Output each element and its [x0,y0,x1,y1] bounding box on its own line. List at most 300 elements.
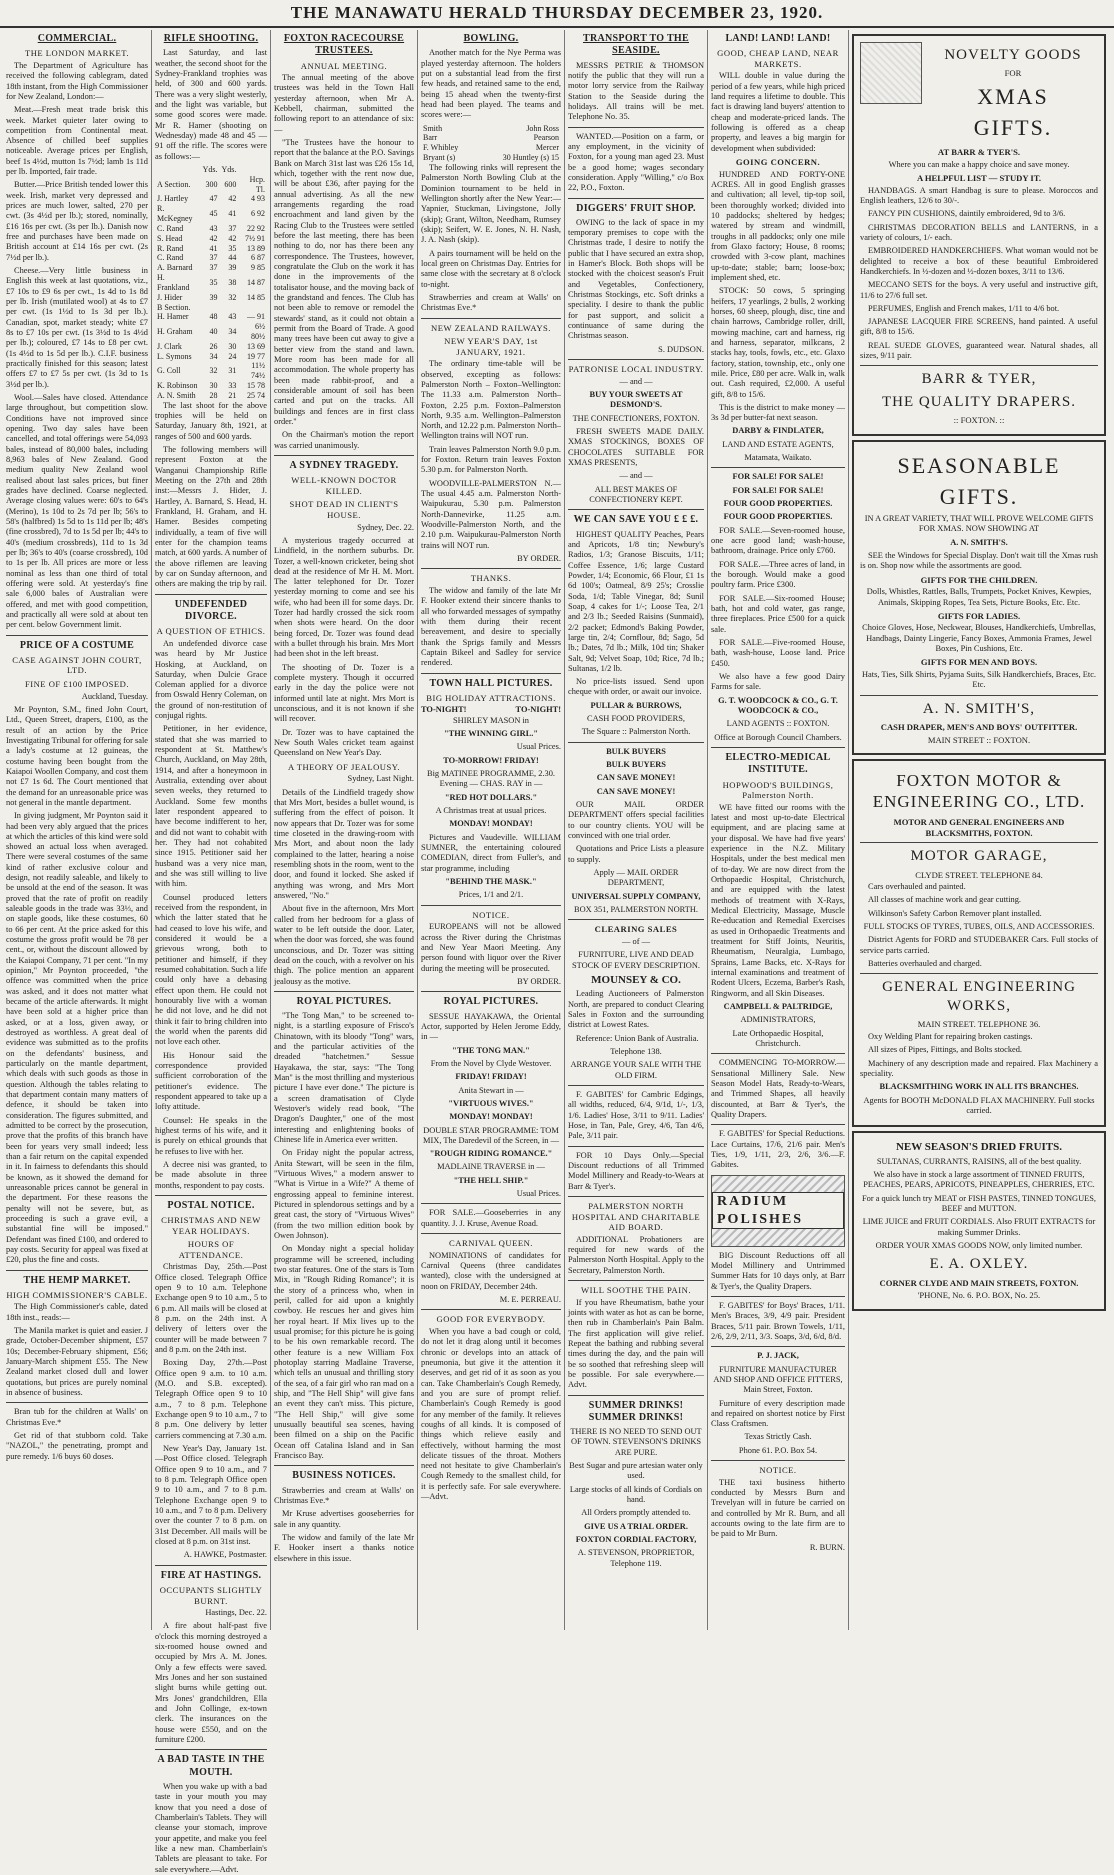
article-paragraph: MECCANO SETS for the boys. A very useful and instructive gift, 11/6 to 27/6 full set. [860,280,1098,300]
bowling-heading: BOWLING. [463,33,519,44]
table-cell: 42 [228,194,237,204]
divider [421,905,561,906]
table-cell: K. Robinson [157,381,198,391]
article-paragraph: Counsel produced letters received from the respondent, in which the latter stated that he had ceased to love his wife, and considered it would be a grievous wrong, both to petitioner and himself, if they resumed cohabitation. Such a life could only have a debasing effect upon them. He could not honourably live with a woman he did not love, and he did not think it fair to bring children into the world when the parents did not love each other. [155,892,267,1047]
ad-line: FOR SALE! FOR SALE! [732,485,824,495]
ad-line: BULK BUYERS [606,760,666,770]
article-paragraph: OWING to the lack of space in my temporary premises to cope with the Christmas trade, I desire to notify the public that I have secured an extra shop, in Hamer's Block. Both shops will be stocked with the choicest season's Fruit and Vegetables, Confectionery, Christmas Stockings, etc. Soft drinks a speciality. I desire to thank the public for past support, and solicit a continuance of same during the Christmas season. [568,217,704,341]
divider [6,1270,148,1271]
ad-line: PULLAR & BURROWS, [590,700,682,710]
table-cell: 22 92 [247,223,265,233]
table-cell: 41 [228,209,237,219]
article-paragraph: SEE the Windows for Special Display. Don't wait till the Xmas rush is on. Shop now while the assortments are good. [860,550,1098,571]
ad-line: LAND AND ESTATE AGENTS, [722,439,834,449]
article-paragraph: A fire about half-past five o'clock this morning destroyed a six-roomed house owned and occupied by Mrs A. M. Jones. Only a few effects were saved. Mrs Jones and her son sustained slight burns while getting out. Mrs Jones' grandchildren, Ella and John Collinge, ex-town clerk. The insurances on the house were £550, and on the furniture £200. [155,1621,267,1744]
article-paragraph: EUROPEANS will not be allowed across the River during the Christmas and New Year Maori Meeting. Any person found with liquor over the River during the meeting will be prosecuted. [421,922,561,973]
scores-a-body [155,194,267,302]
divider [711,467,845,468]
divider [421,318,561,319]
column-2 [155,30,267,1874]
divider [274,991,414,992]
article-paragraph: The High Commissioner's cable, dated 18th inst., reads:— [6,1302,148,1322]
table-cell: Smith [423,123,443,133]
table-cell: F. Whibley [423,143,459,153]
ad-line: For a quick lunch try MEAT or FISH PASTES, TINNED TONGUES, BEEF and MUTTON. [861,1193,1097,1213]
table-cell: 43 [228,312,237,322]
ad-line: MONDAY! MONDAY! [449,819,533,829]
garage-subheading: CLYDE STREET. TELEPHONE 84. [915,869,1043,880]
film-title: "RED HOT DOLLARS." [444,792,538,802]
table-cell: H. Frankland [157,273,190,292]
table-cell: A Section. [157,179,191,189]
railways-subheading: NEW YEAR'S DAY, 1st JANUARY, 1921. [444,336,538,357]
article-paragraph: WOODVILLE-PALMERSTON N.—The usual 4.45 a.m. Palmerston North-Waipukurau, 5.30 p.m. Palmerston North-Dannevirke, 11.25 a.m. Woodville-Palmerston North, and the 2.10 p.m. Waipukurau-Palmerston North trains will NOT run. [421,478,561,550]
table-cell: A. N. Smith [157,390,196,400]
article-paragraph: Meat.—Fresh meat trade brisk this week. Market quieter later owing to competition from Continental meat. Absence of chilled beef supplies noticeable. Average prices per English, beef 1s 4½d, mutton 1s 7½d; lamb 1s 11d per lb. Imported, fair trade. [6,105,148,177]
table-cell: 14 87 [247,277,265,287]
divider [421,991,561,992]
table-cell: 28 [209,390,218,400]
ad-line: LAND AGENTS :: FOXTON. [726,719,830,729]
table-cell: 24 [228,351,237,361]
column-rule [151,30,152,1630]
ad-line: Dolls, Whistles, Rattles, Balls, Trumpets, Pocket Knives, Kewpies, Animals, Skipping Ropes, Tea Sets, Picture Books, Etc. Etc. [866,587,1092,607]
signature: BY ORDER. [517,554,561,564]
table-cell: 13 89 [247,243,265,253]
motor-heading: FOXTON MOTOR & ENGINEERING CO., LTD. [872,771,1086,812]
article-paragraph: FANCY PIN CUSHIONS, daintily embroidered, 9d to 3/6. [868,209,1066,219]
railways-heading: NEW ZEALAND RAILWAYS. [431,322,551,333]
scores-table [155,165,267,401]
hospital-heading: PALMERSTON NORTH HOSPITAL AND CHARITABLE AID BOARD. [571,1201,701,1233]
dateline: Sydney, Dec. 22. [357,522,414,532]
children-heading: GIFTS FOR THE CHILDREN. [920,574,1038,585]
table-cell: C. Rand [157,223,184,233]
ad-line: A. STEVENSON, PROPRIETOR, Telephone 119. [577,1548,695,1568]
table-cell: 6 87 [251,253,265,263]
article-paragraph: WANTED.—Position on a farm, or any employment, in the vicinity of Foxton, for a young man aged 23. Must be a good home; wages secondary consideration. Apply "Willing," c/o Box 22, P.O., Foxton. [568,131,704,193]
article-paragraph: Train leaves Palmerston North 9.0 p.m. for Foxton. Return train leaves Foxton 5.30 p.m. for Palmerston North. [421,444,561,475]
summer-drinks-heading: SUMMER DRINKS! SUMMER DRINKS! [588,1399,684,1423]
ad-line: BULK BUYERS [606,746,666,756]
divider [568,919,704,920]
article-paragraph: Petitioner, in her evidence, stated that she was married to respondent at St. Matthew's Church, Auckland, on May 28th, 1914, and after a honeymoon in Australia, extending over about seven weeks, they returned to Auckland. Some few months later respondent appeared to have become indifferent to her, and did not want to cohabit with her. They had not cohabited since 1915. Petitioner said her husband was a very nice man, and she was still willing to live with him. [155,724,267,889]
article-paragraph: Last Saturday, and last weather, the second shoot for the Sydney-Frankland trophies was held, of 300 and 600 yards. There was a very slight westerly, and the light was variable, but some good scores were made. Mr R. Hamer (shooting on Wednesday) made 48 and 45 —91 off the rifle. The scores were as follows:— [155,48,267,161]
divider [860,365,1098,366]
table-cell: 45 [209,209,218,219]
article-paragraph: FOR SALE.—Seven-roomed house, one acre good land; wash-house, bathroom, drainage. Price only £760. [711,525,845,556]
divider [155,1195,267,1196]
table-cell: 34 [228,327,237,337]
divider [568,1196,704,1197]
signature: R. BURN. [809,1542,845,1552]
article-paragraph: Leading Auctioneers of Palmerston North, are prepared to conduct Clearing Sales in Foxton and the surrounding district at Lowest Rates. [568,989,704,1030]
table-cell: 38 [228,277,237,287]
costume-subheading: FINE OF £100 IMPOSED. [24,679,130,689]
ad-line: FOUR GOOD PROPERTIES. [723,499,833,509]
table-cell: 34 [209,351,218,361]
divider [421,1309,561,1310]
ad-line: From the Novel by Clyde Westover. [430,1058,552,1068]
table-row [155,312,267,322]
table-cell: 37 [228,223,237,233]
table-row [421,153,561,163]
foxton-motor-advert [852,759,1106,1127]
table-cell [155,165,201,175]
divider [568,1146,704,1147]
table-cell: 26 [209,341,218,351]
ad-line: Oxy Welding Plant for repairing broken castings. [868,1031,1033,1041]
soothe-heading: WILL SOOTHE THE PAIN. [581,1285,691,1296]
article-paragraph: HIGHEST QUALITY Peaches, Pears and Apricots, 1/8 tin; Newbury's Radios, 1/3; Granose Biscuits, 1/11; Coffee Essence, 1/6; large Custard Powder, 1/4; Economic, 66 Flour, £1 1s 6d 100's; Oatmeal, 8/9 25's; Crosslie Soda, 1/d; Table Vinegar, 8d; Sunil Soap, 4 cakes for 1/-; Loose Tea, 2/1 and 2/3 lb.; Seeded Raisins (Sunmaid), 2/2 packet; Edmond's Baking Powder, large tin, 2/4; Cornflour, 8d; Sago, 5d lb.; Dates, 7d lb.; Milk, 10d tin; Shaker Salt, 9d; Velvet Soap, 10d; Rice, 7d lb.; Sultanas, 1/2 lb. [568,529,704,673]
divider [568,1395,704,1396]
article-paragraph: BIG Discount Reductions off all Model Millinery and Untrimmed Summer Hats for 10 days only, at Barr & Tyer's, the Quality Drapers. [711,1250,845,1291]
divorce-heading: UNDEFENDED DIVORCE. [174,598,248,622]
table-cell: R. Rand [157,243,184,253]
ad-line: Wilkinson's Safety Carbon Remover plant installed. [868,908,1042,918]
tragedy-subheading: WELL-KNOWN DOCTOR KILLED. [291,475,397,496]
rifle-heading: RIFLE SHOOTING. [163,33,259,44]
article-paragraph: In giving judgment, Mr Poynton said it had been very ably argued that the prices at which the articles of this kind were sold showed an actual loss when averaged. There were several costumes of the same kind of rather exclusive colour and design, not readily saleable, and likely to be unsold at the end of the season. It was proved that the rate of profit on readily saleable goods in the trade was 33⅓, and on staple goods, like these costumes, 60 to 66 per cent. At the price asked for this costume the gross profit would be 78 per cent., or, without the discount allowed by the Kaiapoi Company, 71 per cent. "In my opinion," Mr Poynton proceeded, "the offence was committed when the price was asked, and it does not matter what became of the article afterwards. It might have been sold at a higher price than asked, or at a loss, given away, or destroyed as worthless. A great deal of evidence was submitted as to the profits on the defendants' business, and particularly on the mantle department, which deals with such goods as those in question. Although the tables relating to that department contain many matters of defence, it should be taken into consideration. The figures submitted, and admitted to be correct by the prosecution, prove that the profits of this branch have been for years very small indeed; less than a fair return on the capital expended in it. In fairness to defendants this should be known, as it showed the demand for unreasonable prices cannot be general in the department. For these reasons the penalty will not be severe, but, as proceeding is such a grave evil, a substantial fine will be imposed." Defendant was fined £100, and ordered to pay costs. Security for appeal was fixed at £20, plus the fine and costs. [6,811,148,1265]
notice-heading: NOTICE. [472,909,510,920]
ad-line: Usual Prices. [516,1189,561,1199]
helpful-heading: A HELPFUL LIST — STUDY IT. [916,172,1041,183]
table-row [155,194,267,204]
table-cell: 41 [209,243,218,253]
article-paragraph: WE have fitted our rooms with the latest and most up-to-date Electrical equipment, and are placing same at your disposal. We have had five years' experience in the N.Z. Military Hospitals, under the best medical men of to-day. We are now direct from the Orthopaedic Hospital, Christchurch, and are equipped with the latest methods of treatment with X-Rays, Medical Electricity, Massage, Muscle Re-education and Remedial Exercises as used in Orthopaedic Treatments and treatment for Stiff Joints, Neuritis, Rheumatism, Neuralgia, Lumbago, Sprains, Lame Backs, etc. X-Rays for internal examinations and treatment of Rodent Ulcers, Eczema, Barber's Rash, Ringworm, and all Skin Diseases. [711,802,845,998]
novelty-heading: NOVELTY GOODS [944,47,1082,63]
ad-line: Best Sugar and pure artesian water only used. [569,1461,703,1481]
table-cell: 25 74 [247,390,265,400]
divider [568,1085,704,1086]
transport-heading: TRANSPORT TO THE SEASIDE. [583,33,689,57]
fire-heading: FIRE AT HASTINGS. [160,1569,262,1581]
article-paragraph: CHRISTMAS DECORATION BELLS and LANTERNS, in a variety of colours, 1/- each. [860,222,1098,242]
ad-line: Big MATINEE PROGRAMME, 2.30. Evening — CHAS. RAY in — [427,769,555,789]
film-title: "THE TONG MAN." [452,1045,530,1055]
novelty-subheading: AT BARR & TYER'S. [937,147,1021,158]
table-row [155,361,267,381]
divider [568,359,704,360]
article-paragraph: Details of the Lindfield tragedy show that Mrs Mort, besides a bullet wound, is suffering from the effect of poison. It now appears that Dr. Tozer was for some time closeted in the drawing-room with Mrs Mort, and about noon the lady complained to the latter, hearing a noise resembling shots in the room, went to the door, and found it locked. She asked if anything was wrong, and Mrs Mort answered, "No." [274,787,414,900]
article-paragraph: The following rinks will represent the Palmerston North Bowling Club at the Dominion tournament to be held in Wellington shortly after the New Year:—Yapnier, Stuckman, Livingstone, Jolly (skip); Grant, Wilton, Needham, Rumsey (skip); Seifert, W. E. Jones, N. H. Nash, J. A. Nash (skip). [421,162,561,245]
barr-tyer-subheading: THE QUALITY DRAPERS. [881,393,1077,410]
ad-line: SESSUE HAYAKAWA, the Oriental Actor, supported by Helen Jerome Eddy, in — [421,1011,561,1042]
table-row [155,293,267,303]
ad-line: FOR SALE! FOR SALE! [732,472,824,482]
divider [860,842,1098,843]
article-paragraph: WILL double in value during the period of a few years, while high priced land requires a lifetime to double. This fact is drawing land buyers' attention to cheap and moderate-priced lands. The following is offered as a cheap property, and leaves a big margin for development when subdivided: [711,71,845,153]
ad-line: Agents for BOOTH McDONALD FLAX MACHINERY. Full stocks carried. [863,1095,1095,1115]
film-title: "BEHIND THE MASK." [445,877,537,887]
commercial-heading: COMMERCIAL. [37,33,117,44]
divider [274,1465,414,1466]
article-paragraph: F. GABITES' for Boys' Braces, 1/11. Men's Braces, 3/9, 4/9 pair. President Braces, 5/11 pair. Brown Towels, 1/11, 2/6, 2/9, 2/11, 3/3. Soaps, 3/d, 6/d, 8/d. [711,1300,845,1341]
ad-line: CASH FOOD PROVIDERS, [587,714,685,724]
postal-subheading: HOURS OF ATTENDANCE. [178,1239,244,1260]
table-cell: 6 92 [251,209,265,219]
film-title: "ROUGH RIDING ROMANCE." [429,1149,553,1159]
ad-line: FULL STOCKS OF TYRES, TUBES, OILS, AND ACCESSORIES. [863,922,1095,932]
table-cell: 21 [228,390,237,400]
ad-line: Machinery of any description made and repaired. Flax Machinery a speciality. [860,1058,1098,1078]
table-cell: 30 [228,341,237,351]
table-cell: 35 [209,277,218,287]
article-paragraph: HANDBAGS. A smart Handbag is sure to please. Moroccos and English leathers, 12/6 to 30/-. [860,185,1098,205]
ad-line: Batteries overhauled and charged. [868,959,982,969]
ad-line: The Square :: Palmerston North. [581,727,691,737]
land-subheading: GOOD, CHEAP LAND, NEAR MARKETS. [717,48,839,69]
divider [860,695,1098,696]
mounsey-heading: MOUNSEY & CO. [591,973,681,986]
table-cell: G. Coll [157,366,181,376]
table-cell: 48 [209,312,218,322]
table-row [155,342,267,352]
table-cell: 40 [209,327,218,337]
article-paragraph: Furniture of every description made and repaired on shortest notice by First Class Craftsmen. [711,1398,845,1429]
masthead: THE MANAWATU HERALD THURSDAY DECEMBER 23, 1920. [0,0,1114,28]
ad-line: LIME JUICE and FRUIT CORDIALS. Also FRUIT EXTRACTS for making Summer Drinks. [862,1217,1096,1237]
table-cell: 33 [228,381,237,391]
divider [860,973,1098,974]
save-heading: WE CAN SAVE YOU £ £ £. [573,514,699,526]
ad-line: — and — [619,471,653,481]
table-cell: 7½ 91 [245,233,265,243]
article-paragraph: When you have a bad cough or cold, do not let it drag along until it becomes chronic or develops into an attack of pneumonia, but give it the attention it deserves, and get rid of it as soon as you can. Take Chamberlain's Cough Remedy, and you are sure of prompt relief. Chamberlain's Cough Remedy is good for any member of the family. It relieves coughs of all kinds. It is composed of things which relieve easily and effectively, without harming the most delicate tissues of the throat. Mothers need not hesitate to give Chamberlain's Cough Remedy to the smallest child, for it is perfectly safe. For sale everywhere.—Advt. [421,1326,561,1502]
article-paragraph: A mysterious tragedy occurred at Lindfield, in the northern suburbs. Dr. Tozer, a well-known cricketer, being shot dead at the residence of Mr H. M. Mort. The latter telephoned for Dr. Tozer yesterday morning to come and see his wife, who had been ill for some days. Dr. Tozer had hardly crossed the sick room when shots were heard. On the door being forced, Dr. Tozer was found dead with a bullet through his brain. Mrs Mort had been shot in the left breast. [274,535,414,659]
table-cell: 37 [209,263,218,273]
ad-line: — of — [622,936,650,946]
ad-line: All sizes of Pipes, Fittings, and Bolts stocked. [868,1045,1023,1055]
table-cell: 42 [209,233,218,243]
electro-subheading: HOPWOOD'S BUILDINGS, Palmerston North. [722,779,834,801]
article-paragraph: On Monday night a special holiday programme will be screened, including two star features. One of the stars is Tom Mix, in "Rough Riding Romance"; it is the story of a princess who, when in peril, called for aid upon a knightly cowboy. He rescues her and gives him her royal heart. If Mix lives up to the usual promise; for this picture he is going to be his own remarkable record. The other feature is a new William Fox photoplay starring Madlaine Traverse, which tells an unusual and thrilling story of the sea, of a fair girl who ran mad on a ship, and "The Hell Ship" will give fans an event they can't miss. This picture, "The Hell Ship," will give some unusually beautiful sea scenes, having been filmed on a ship on the Pacific Ocean off Catalina Island and in San Francisco Bay. [274,1244,414,1460]
tonight-label: TO-NIGHT! [515,705,561,715]
article-paragraph: FOR SALE.—Five-roomed House, bath, wash-house, Loose land. Price £450. [711,638,845,668]
divorce-subheading: A QUESTION OF ETHICS. [156,626,266,637]
table-cell: 15 78 [247,381,265,391]
article-paragraph: JAPANESE LACQUER FIRE SCREENS, hand painted. A useful gift, 8/8 to 15/6. [860,317,1098,337]
table-cell: 600 [224,179,237,189]
article-paragraph: Another match for the Nye Perma was played yesterday afternoon. The holders put on a substantial lead from the first few heads, and retained same to the end, being 15 ahead when the twenty-first head had been played. The teams and scores were:— [421,48,561,120]
table-row [155,263,267,273]
postal-subheading: CHRISTMAS AND NEW YEAR HOLIDAYS. [161,1215,261,1236]
oxley-heading: E. A. OXLEY. [929,1256,1029,1273]
ladies-heading: GIFTS FOR LADIES. [937,610,1021,621]
table-cell: J. Clark [157,341,182,351]
article-paragraph: Counsel: He speaks in the highest terms of his wife, and it is purely on ethical grounds that he refuses to live with her. [155,1115,267,1156]
column-1 [6,30,148,1630]
article-paragraph: FOR SALE.—Six-roomed House; bath, hot and cold water, gas range, three fireplaces. Price £500 for a quick sale. [711,593,845,634]
table-cell: Hcp. Tl. [249,174,265,194]
film-title: "VIRTUOUS WIVES." [448,1098,534,1108]
divider [421,1203,561,1204]
ad-line: FOXTON CORDIAL FACTORY, [575,1535,697,1545]
ad-line: — and — [619,376,653,386]
article-paragraph: "The Trustees have the honour to report that the balance at the P.O. Savings Bank on March 31st last was £26 15s 1d, which, together with the rent now due, will be about £36, after paying for the annual advertising. As all the new arrangements regarding the road encroachment and land given by the Racing Club to the Trustees were settled before the last meeting, there has been nothing to do, nor has there been any correspondence. The Trustees, however, congratulate the Club on the work it has done in the improvements of the totalisator house, and the moving back of the grandstand and fences. The Club has not been able to remove or remodel the stewards' stand, as it could not obtain a permit from the Board of Trade. A good many trees have been cut away to give a better view from the stand and lawn. More room has been made for all accommodation. The whole property has been made rabbit-proof, and a considerable amount of soil has been carted and put on the tracks. All buildings and fences are in first class order." [274,138,414,426]
ad-line: Prices, 1/1 and 2/1. [458,890,524,900]
column-5 [568,30,704,1630]
article-paragraph: NOMINATIONS of candidates for Carnival Queens (three candidates wanted), close with the undersigned at noon on FRIDAY, December 24th. [421,1250,561,1291]
article-paragraph: The shooting of Dr. Tozer is a complete mystery. Though it occurred early in the day the police were not informed until late at night. Mrs Mort is unconscious, and it is not known if she will recover. [274,662,414,724]
table-cell: Bryant (s) [423,153,456,163]
table-cell: 6½ 80½ [251,322,265,341]
ad-line: ARRANGE YOUR SALE WITH THE OLD FIRM. [570,1060,702,1080]
patronise-heading: PATRONISE LOCAL INDUSTRY. [568,364,704,375]
ad-line: ADMINISTRATORS, [740,1015,816,1025]
royal-pictures-ad-heading: ROYAL PICTURES. [443,996,539,1008]
article-paragraph: Reference: Union Bank of Australia. [576,1033,699,1043]
table-cell: 35 [228,243,237,253]
article-paragraph: Strawberries and cream at Walls' on Christmas Eve.* [274,1485,414,1505]
jealousy-subheading: A THEORY OF JEALOUSY. [287,761,401,772]
table-row [421,143,561,153]
column-7 [852,30,1106,1630]
table-cell: 14 85 [247,292,265,302]
seasonable-heading: SEASONABLE [897,452,1061,478]
table-cell: — 91 [247,312,265,322]
column-rule [417,30,418,1630]
diggers-heading: DIGGERS' FRUIT SHOP. [576,202,696,214]
table-cell: C. Rand [157,253,184,263]
radium-label: RADIUM POLISHES [712,1192,844,1228]
ad-line: Cars overhauled and painted. [868,882,966,892]
divider [155,1749,267,1750]
ad-line: CAN SAVE MONEY! [596,786,676,796]
smith-heading: A. N. SMITH'S, [922,700,1036,717]
table-cell: A. Barnard [157,263,193,273]
signature: A. HAWKE, Postmaster. [183,1550,267,1560]
divider [6,1402,148,1403]
article-paragraph: A pairs tournament will be held on the local green on Christmas Day. Entries for same close with the secretary at 8 o'clock to-night. [421,248,561,289]
table-cell: 9 85 [251,263,265,273]
ad-line: FURNITURE, LIVE AND DEAD STOCK OF EVERY DESCRIPTION. [572,950,700,970]
table-cell: H. Hamer [157,312,189,322]
dateline: Auckland, Tuesday. [81,691,148,701]
general-subheading: MAIN STREET. TELEPHONE 36. [917,1019,1041,1030]
ad-line: DOUBLE STAR PROGRAMME: TOM MIX, The Daredevil of the Screen, in — [423,1125,559,1145]
table-cell: H. Graham [157,327,193,337]
table-cell: R. McKegney [157,204,193,224]
divider [568,742,704,743]
town-hall-heading: TOWN HALL PICTURES. [429,677,553,689]
seasonable-heading-2: GIFTS. [939,483,1019,509]
ad-line: SULTANAS, CURRANTS, RAISINS, all of the best quality. [876,1156,1082,1166]
tonight-label: TO-NIGHT! [421,705,467,715]
ad-line: BOX 351, PALMERSTON NORTH. [574,905,698,915]
postal-heading: POSTAL NOTICE. [167,1199,255,1211]
divider [711,1053,845,1054]
divider [568,1280,704,1281]
film-title: "THE HELL SHIP." [453,1175,529,1185]
royal-pictures-heading: ROYAL PICTURES. [296,995,392,1007]
table-row [421,124,561,134]
divider [421,673,561,674]
bowling-teams-table [421,124,561,163]
hemp-subheading: HIGH COMMISSIONER'S CABLE. [6,1289,148,1300]
smith-subheading: CASH DRAPER, MEN'S AND BOYS' OUTFITTER. [880,722,1078,733]
seasonable-gifts-advert [852,440,1106,755]
ad-line: We also have in stock a large assortment of TINNED FRUITS, PEACHES, PEARS, APRICOTS, PINEAPPLES, CHERRIES, ETC. [863,1170,1095,1190]
article-paragraph: OUR MAIL ORDER DEPARTMENT offers special facilities to our country clients. YOU will be convinced with one trial order. [568,800,704,841]
divider [568,198,704,199]
ad-line: A. N. SMITH'S. [950,537,1008,547]
article-paragraph: The ordinary time-table will be observed, excepting as follows: Palmerston North – Foxton–Wellington: The 11.33 a.m. Palmerston North–Foxton, 2.25 p.m. Foxton–Palmerston North, 9.35 a.m. Wellington–Palmerston North, and 12.22 p.m. Palmerston North–Wellington trains will NOT run. [421,359,561,441]
ad-line: Anita Stewart in — [458,1085,524,1095]
table-cell: 32 [228,292,237,302]
article-paragraph: Get rid of that stubborn cold. Take "NAZOL," the penetrating, prompt and pure remedy. 1/6 buys 60 doses. [6,1431,148,1461]
novelty-header [860,42,1098,145]
article-paragraph: Strawberries and cream at Walls' on Christmas Eve.* [421,292,561,313]
signature: S. DUDSON. [658,344,704,354]
novelty-titles [928,42,1098,145]
divider [711,1460,845,1461]
article-paragraph: His Honour said the correspondence provided sufficient corroboration of the petitioner's evidence. The respondent appeared to take up a lofty attitude. [155,1050,267,1112]
signature: M. E. PERREAU. [499,1295,561,1304]
town-hall-subheading: BIG HOLIDAY ATTRACTIONS. [426,692,556,703]
article-paragraph: Wool.—Sales have closed. Attendance large throughout, but competition slow. Conditions have not improved since opening. Two day sales have been cancelled, and total offerings were 54,093 bales, instead of 80,000 bales, including 8,963 bales of New Zealand. Good medium quality New Zealand wool realised about last sales prices, but finer grades have declined. Coarse neglected. Average closing values were: 60's to 64's (Merino), 1s 10d to 2s 7d per lb; 56's to 58's (halfbred) 1s 5d to 1s 11d per lb; 48's (fine crossbred), 7d to 1s 5d per lb; 44's to 40's (medium crossbreds), 11d to 1s 3d per lb; 36's to 40's (coarse crossbred), 10d to 1s per lb. All prices are more or less nominal as less than one third of total offering were sold. At yesterday's fine sale 6,000 bales of Australian were offered, and met with good competition, and practically all were sold at about ten per cent. below Government limit. [6,393,148,630]
ad-line: THE CONFECTIONERS, FOXTON. [572,413,700,423]
smith-location: MAIN STREET :: FOXTON. [927,734,1031,745]
article-paragraph: The widow and family of the late Mr F. Hooker extend their sincere thanks to all who forwarded messages of sympathy with them during their recent bereavement, and desire to specially thank the Sprigs family and Messrs Captain Bikeel and Sadley for service rendered. [421,585,561,668]
santa-illustration-icon [860,42,922,104]
clearing-heading: CLEARING SALES [594,924,678,935]
dried-fruits-advert [852,1131,1106,1311]
table-cell: 47 [209,194,218,204]
table-cell: J. Hartley [157,194,189,204]
divider [711,1346,845,1347]
table-cell: 37 [209,253,218,263]
barr-tyer-heading: BARR & TYER, [921,371,1037,388]
article-paragraph: REAL SUEDE GLOVES, guaranteed wear. Natural shades, all sizes, 9/11 pair. [860,340,1098,361]
table-cell: 30 Huntley (s) 15 [502,153,559,163]
costume-subheading: CASE AGAINST JOHN COURT, LTD. [12,654,142,676]
land-heading: LAND! LAND! LAND! [725,33,831,44]
article-paragraph: FOR SALE.—Gooseberries in any quantity. J. J. Kruse, Avenue Road. [421,1208,561,1228]
article-paragraph: F. GABITES' for Cambric Edgings, all widths, reduced, 6/4, 9/1d, 1/-, 1/3, 1/6. Ladies' Hose, 3/11 to 9/11. Ladies' Hose, in Tan, Pale, Grey, 4/6, Tan 4/6, Pale, 3/11 pair. [568,1090,704,1141]
article-paragraph: Mr Kruse advertises gooseberries for sale in any quantity. [274,1509,414,1529]
ad-line: MADLAINE TRAVERSE in — [437,1162,545,1172]
ad-line: P. J. JACK, [757,1351,799,1361]
thanks-heading: THANKS. [470,573,512,584]
table-cell: 43 [209,223,218,233]
table-cell: Yds. [202,164,218,174]
electro-heading: ELECTRO-MEDICAL INSTITUTE. [725,752,831,776]
ad-line: Hats, Ties, Silk Shirts, Pyjama Suits, Silk Handkerchiefs, Braces, Etc. Etc. [861,669,1097,690]
divider [6,635,148,636]
article-paragraph: "The Tong Man," to be screened to-night, is a startling exposure of Frisco's Chinatown, with its bloody "Tong" wars, and the particular activities of the dreaded "hatchetmen." Sessue Hayakawa, the star, says: "The Tong Man" is the most thrilling and mysterious picture I have ever done." The picture is a screen dramatisation of Clyde Westover's widely read book, "The Dragon's Daughter," one of the most interesting and enlightening books of Chinese life in America ever written. [274,1011,414,1145]
town-hall-tonight-row [421,705,561,715]
divider [274,455,414,456]
ad-line: District Agents for FORD and STUDEBAKER Cars. Full stocks of service parts carried. [860,935,1098,955]
ad-line: IN A GREAT VARIETY, THAT WILL PROVE WELCOME GIFTS FOR XMAS. NOW SHOWING AT [864,514,1094,534]
article-paragraph: The annual meeting of the above trustees was held in the Town Hall yesterday afternoon, when Mr A. Kebbell, chairman, submitted the following report to an attendance of six:— [274,73,414,134]
ad-line: Where you can make a happy choice and save money. [888,159,1070,169]
table-cell: 44 [228,253,237,263]
ad-line: TO-MORROW! FRIDAY! [443,755,539,765]
ad-line: Matamata, Waikato. [744,453,812,463]
divider [568,127,704,128]
ad-line: CAN SAVE MONEY! [596,773,676,783]
table-row [155,234,267,244]
article-paragraph: New Year's Day, January 1st.—Post Office closed. Telegraph Office open 9 to 10 a.m., and 7 to 8 p.m. Telegraph Office open 9 to 10 a.m., and 7 to 8 p.m. Telephone Exchange open 9 to 10 a.m., and 7 to 8 p.m. Delivery over the counter 7 to 8 p.m. on 31st December. All mails will be closed at 8 p.m. on 31st inst. [155,1444,267,1546]
article-paragraph: Mr Poynton, S.M., fined John Court, Ltd., Queen Street, drapers, £100, as the result of an action by the Price Investigating Tribunal for offering for sale a lady's costume at 12 guineas, the costume having been bought from the Kaiapoi Woollen Company, and cost them not £7 1s 6d. The Court mentioned that the demand for an unreasonable price was not general in the mantle department. [6,704,148,807]
garage-heading: MOTOR GARAGE, [910,848,1048,865]
table-cell: Yds. [221,164,237,174]
novelty-xmas: XMAS [977,84,1049,109]
ad-line: DARBY & FINDLATER, [732,426,824,436]
tragedy-heading: A SYDNEY TRAGEDY. [289,459,399,471]
